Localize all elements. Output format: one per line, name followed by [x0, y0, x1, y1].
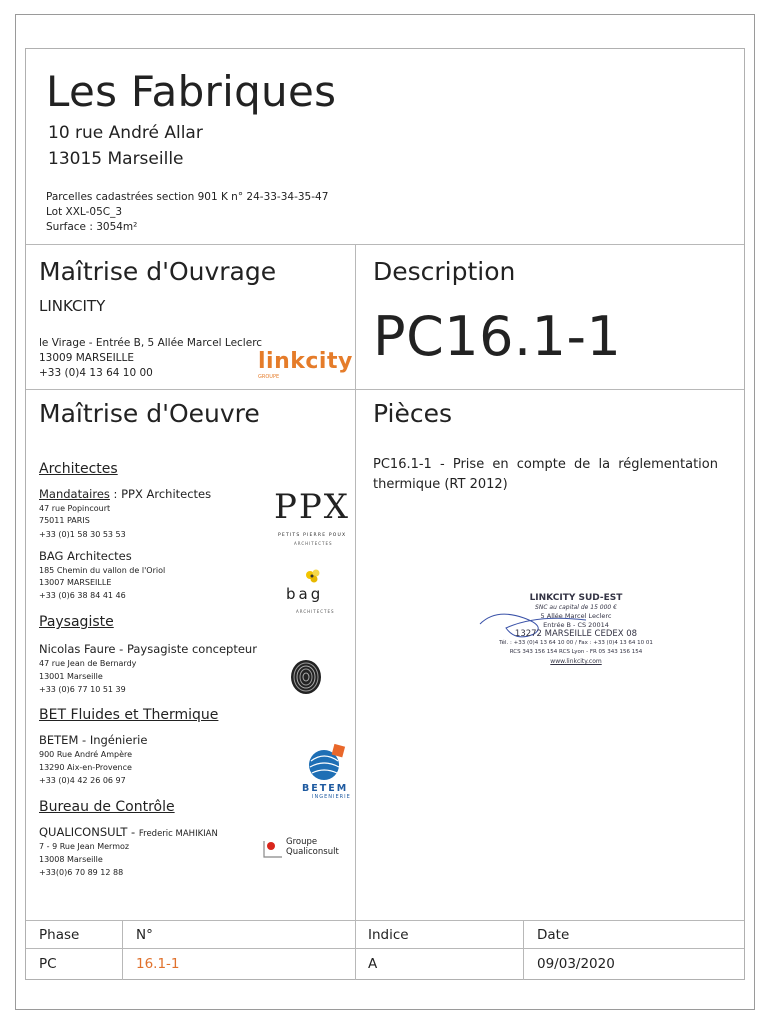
ppx-logo-sub: PETITS PIERRE POUX [278, 533, 347, 538]
paysagiste-heading: Paysagiste [39, 614, 114, 630]
mandataires-line [39, 487, 211, 501]
bet-address: 900 Rue André Ampère [39, 750, 133, 759]
bet-city: 13290 Aix-en-Provence [39, 763, 132, 772]
ouvrage-address: le Virage - Entrée B, 5 Allée Marcel Leclerc [39, 337, 263, 349]
divider-vertical-main [355, 244, 356, 920]
control-line [39, 825, 218, 839]
project-lot: Lot XXL-05C_3 [46, 206, 123, 218]
project-address-line2: 13015 Marseille [48, 149, 184, 169]
qualiconsult-logo-line2: Qualiconsult [286, 847, 339, 857]
oeuvre-heading: Maîtrise d'Oeuvre [39, 399, 260, 428]
stamp-line-2: SNC au capital de 15 000 € [535, 604, 617, 611]
project-address-line1: 10 rue André Allar [48, 123, 203, 143]
bag-city: 13007 MARSEILLE [39, 578, 112, 587]
company-stamp [466, 594, 686, 666]
divider-middle [26, 389, 744, 390]
bag-address: 185 Chemin du vallon de l'Oriol [39, 566, 166, 575]
control-phone: +33(0)6 70 89 12 88 [39, 868, 124, 877]
tb-header-date: Date [537, 927, 570, 943]
stamp-line-7: RCS 343 156 154 RCS Lyon - FR 05 343 156 154 [509, 649, 643, 655]
pieces-text: PC16.1-1 - Prise en compte de la réglementation thermique (RT 2012) [373, 457, 718, 492]
ppx-phone: +33 (0)1 58 30 53 53 [39, 530, 126, 539]
control-heading: Bureau de Contrôle [39, 799, 175, 815]
stamp-line-1: LINKCITY SUD-EST [529, 593, 623, 603]
tb-value-indice: A [368, 956, 378, 972]
control-address: 7 - 9 Rue Jean Mermoz [39, 842, 130, 851]
control-contact: Frederic MAHIKIAN [138, 829, 218, 839]
divider-header [26, 244, 744, 245]
tb-header-number: N° [136, 927, 153, 943]
project-surface: Surface : 3054m² [46, 221, 138, 233]
qualiconsult-logo-icon [262, 839, 284, 859]
cartouche-sheet [25, 48, 745, 980]
bet-name: BETEM - Ingénierie [39, 733, 148, 747]
paysagiste-phone: +33 (0)6 77 10 51 39 [39, 685, 126, 694]
ppx-logo-sub2: ARCHITECTES [294, 541, 333, 546]
control-city: 13008 Marseille [39, 855, 103, 864]
mandataires-name: : PPX Architectes [109, 487, 212, 501]
betem-logo: BETEM [302, 783, 349, 794]
stamp-line-4: Entrée B - CS 20014 [543, 621, 609, 629]
bag-name: BAG Architectes [39, 549, 132, 563]
ouvrage-phone: +33 (0)4 13 64 10 00 [39, 367, 153, 379]
bet-phone: +33 (0)4 42 26 06 97 [39, 776, 126, 785]
project-parcel: Parcelles cadastrées section 901 K n° 24-33-34-35-47 [46, 191, 329, 203]
pieces-heading: Pièces [373, 399, 453, 428]
paysagiste-address: 47 rue Jean de Bernardy [39, 659, 137, 668]
control-name: QUALICONSULT - [39, 825, 139, 839]
paysagiste-city: 13001 Marseille [39, 672, 103, 681]
title-block-div-3 [523, 920, 524, 980]
ouvrage-heading: Maîtrise d'Ouvrage [39, 257, 277, 286]
tb-value-date: 09/03/2020 [537, 956, 615, 972]
ouvrage-city: 13009 MARSEILLE [39, 352, 135, 364]
title-block-div-1 [122, 920, 123, 980]
ppx-city: 75011 PARIS [39, 516, 90, 525]
linkcity-logo: linkcity [258, 349, 353, 374]
ppx-logo: PPX [274, 487, 350, 527]
tb-header-indice: Indice [368, 927, 409, 943]
title-block-top [26, 920, 744, 921]
stamp-line-8: www.linkcity.com [550, 658, 602, 665]
tb-value-phase: PC [39, 956, 57, 972]
project-title: Les Fabriques [46, 67, 337, 116]
description-heading: Description [373, 257, 516, 286]
bet-heading: BET Fluides et Thermique [39, 707, 219, 723]
betem-logo-sub: INGENIERIE [312, 794, 351, 800]
architectes-heading: Architectes [39, 461, 118, 477]
bag-phone: +33 (0)6 38 84 41 46 [39, 591, 126, 600]
bag-logo-flower-icon [302, 567, 326, 587]
description-code: PC16.1-1 [373, 305, 622, 368]
qualiconsult-logo-line1: Groupe [286, 837, 318, 847]
betem-logo-globe-icon [304, 743, 346, 783]
linkcity-logo-sub: GROUPE [258, 374, 280, 380]
stamp-line-6: Tél. : +33 (0)4 13 64 10 00 / Fax : +33 (0)4 13 64 10 01 [499, 640, 653, 646]
tb-header-phase: Phase [39, 927, 80, 943]
paysagiste-logo-icon [290, 659, 322, 695]
tb-value-number: 16.1-1 [136, 956, 180, 972]
bag-logo-sub: ARCHITECTES [296, 609, 335, 614]
stamp-line-5: 13272 MARSEILLE CEDEX 08 [514, 629, 638, 639]
mandataires-label: Mandataires [39, 487, 110, 501]
title-block-mid [26, 948, 744, 949]
bag-logo: bag [286, 585, 324, 603]
ouvrage-company: LINKCITY [39, 297, 106, 315]
paysagiste-name: Nicolas Faure - Paysagiste concepteur [39, 642, 257, 656]
title-block-div-2 [355, 920, 356, 980]
ppx-address: 47 rue Popincourt [39, 504, 111, 513]
stamp-line-3: 5 Allée Marcel Leclerc [540, 612, 612, 620]
